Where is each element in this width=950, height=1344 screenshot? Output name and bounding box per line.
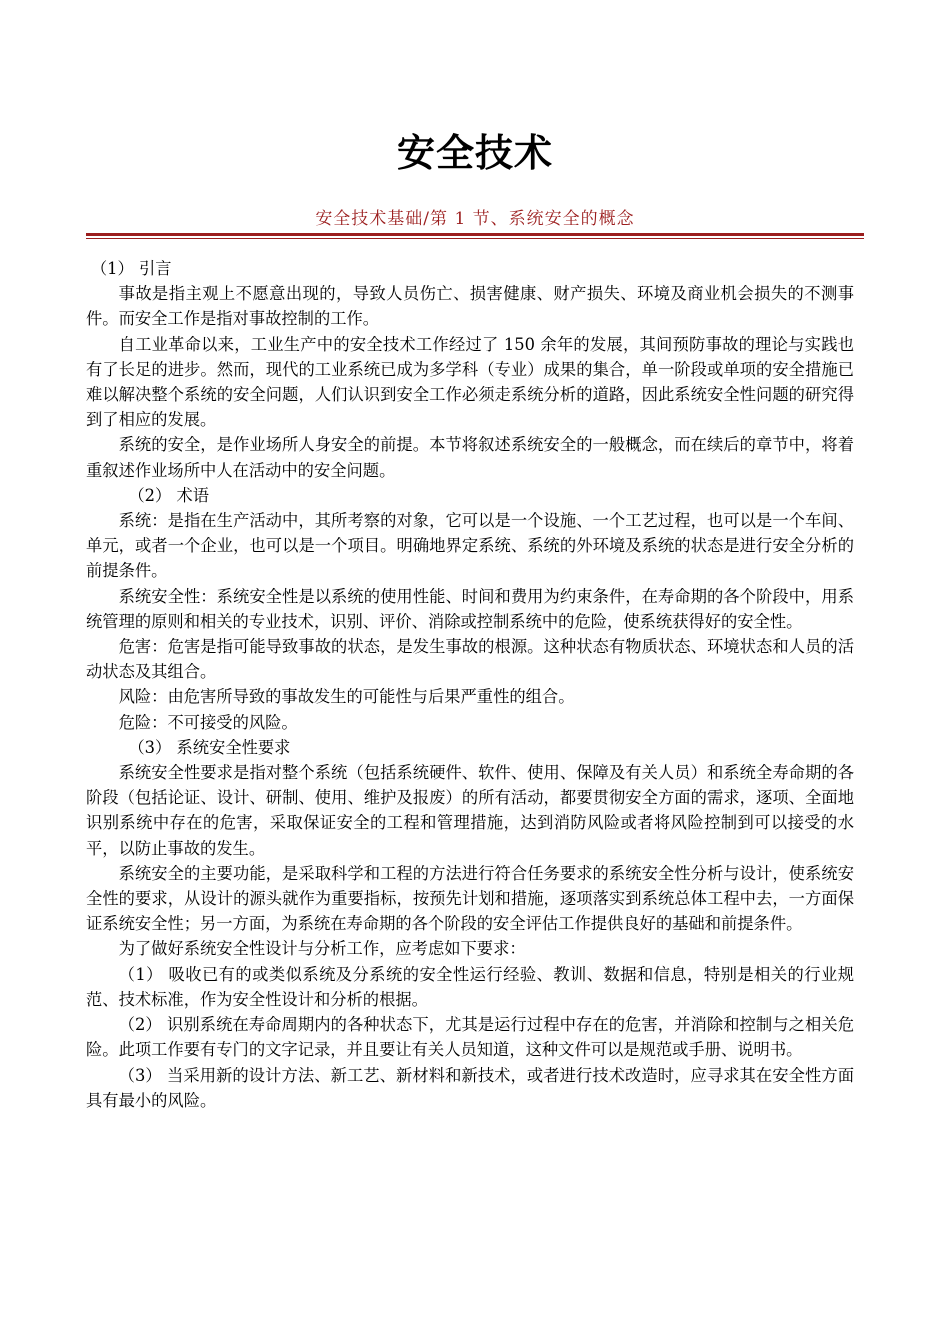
heading-introduction: （1） 引言 bbox=[90, 259, 172, 278]
header-rule-thick bbox=[86, 233, 864, 236]
header-rule-thin bbox=[86, 238, 864, 239]
list-item: （1） 吸收已有的或类似系统及分系统的安全性运行经验、教训、数据和信息，特别是相关的行业规范、技术标准，作为安全性设计和分析的根据。 bbox=[86, 964, 854, 1009]
document-body bbox=[86, 256, 854, 1113]
list-item: （3） 当采用新的设计方法、新工艺、新材料和新技术，或者进行技术改造时，应寻求其在安全性方面具有最小的风险。 bbox=[86, 1065, 854, 1110]
paragraph: 系统安全的主要功能，是采取科学和工程的方法进行符合任务要求的系统安全性分析与设计，使系统安全性的要求，从设计的源头就作为重要指标，按预先计划和措施，逐项落实到系统总体工程中去，一方面保证系统安全性；另一方面，为系统在寿命期的各个阶段的安全评估工作提供良好的基础和前提条件。 bbox=[86, 863, 854, 934]
paragraph: 系统安全性要求是指对整个系统（包括系统硬件、软件、使用、保障及有关人员）和系统全寿命期的各阶段（包括论证、设计、研制、使用、维护及报废）的所有活动，都要贯彻安全方面的需求，逐项、全面地识别系统中存在的危害，采取保证安全的工程和管理措施，达到消防风险或者将风险控制到可以接受的水平，以防止事故的发生。 bbox=[86, 763, 854, 858]
term-risk: 风险：由危害所导致的事故发生的可能性与后果严重性的组合。 bbox=[118, 687, 575, 707]
paragraph: 系统的安全，是作业场所人身安全的前提。本节将叙述系统安全的一般概念，而在续后的章节中，将着重叙述作业场所中人在活动中的安全问题。 bbox=[86, 435, 854, 480]
list-item: （2） 识别系统在寿命周期内的各种状态下，尤其是运行过程中存在的危害，并消除和控制与之相关危险。此项工作要有专门的文字记录，并且要让有关人员知道，这种文件可以是规范或手册、说明书。 bbox=[86, 1015, 854, 1060]
term-system: 系统：是指在生产活动中，其所考察的对象，它可以是一个设施、一个工艺过程，也可以是一个车间、单元，或者一个企业，也可以是一个项目。明确地界定系统、系统的外环境及系统的状态是进行安全分析的前提条件。 bbox=[86, 511, 854, 581]
heading-terms: （2） 术语 bbox=[128, 485, 210, 505]
page-title: 安全技术 bbox=[396, 131, 553, 175]
term-hazard: 危害：危害是指可能导致事故的状态，是发生事故的根源。这种状态有物质状态、环境状态和人员的活动状态及其组合。 bbox=[86, 637, 854, 682]
paragraph: 事故是指主观上不愿意出现的，导致人员伤亡、损害健康、财产损失、环境及商业机会损失的不测事件。而安全工作是指对事故控制的工作。 bbox=[86, 284, 854, 329]
paragraph: 自工业革命以来，工业生产中的安全技术工作经过了 150 余年的发展，其间预防事故的理论与实践也有了长足的进步。然而，现代的工业系统已成为多学科（专业）成果的集合，单一阶段或单项的安全措施已难以解决整个系统的安全问题，人们认识到安全工作必须走系统分析的道路，因此系统安全性问题的研究得到了相应的发展。 bbox=[86, 334, 854, 430]
heading-requirements: （3） 系统安全性要求 bbox=[128, 737, 291, 757]
paragraph: 为了做好系统安全性设计与分析工作，应考虑如下要求： bbox=[118, 939, 526, 959]
section-header: 安全技术基础/第 1 节、系统安全的概念 bbox=[315, 209, 635, 229]
term-danger: 危险：不可接受的风险。 bbox=[118, 712, 298, 732]
term-system-safety: 系统安全性：系统安全性是以系统的使用性能、时间和费用为约束条件，在寿命期的各个阶段中，用系统管理的原则和相关的专业技术，识别、评价、消除或控制系统中的危险，使系统获得好的安全性。 bbox=[86, 586, 854, 631]
